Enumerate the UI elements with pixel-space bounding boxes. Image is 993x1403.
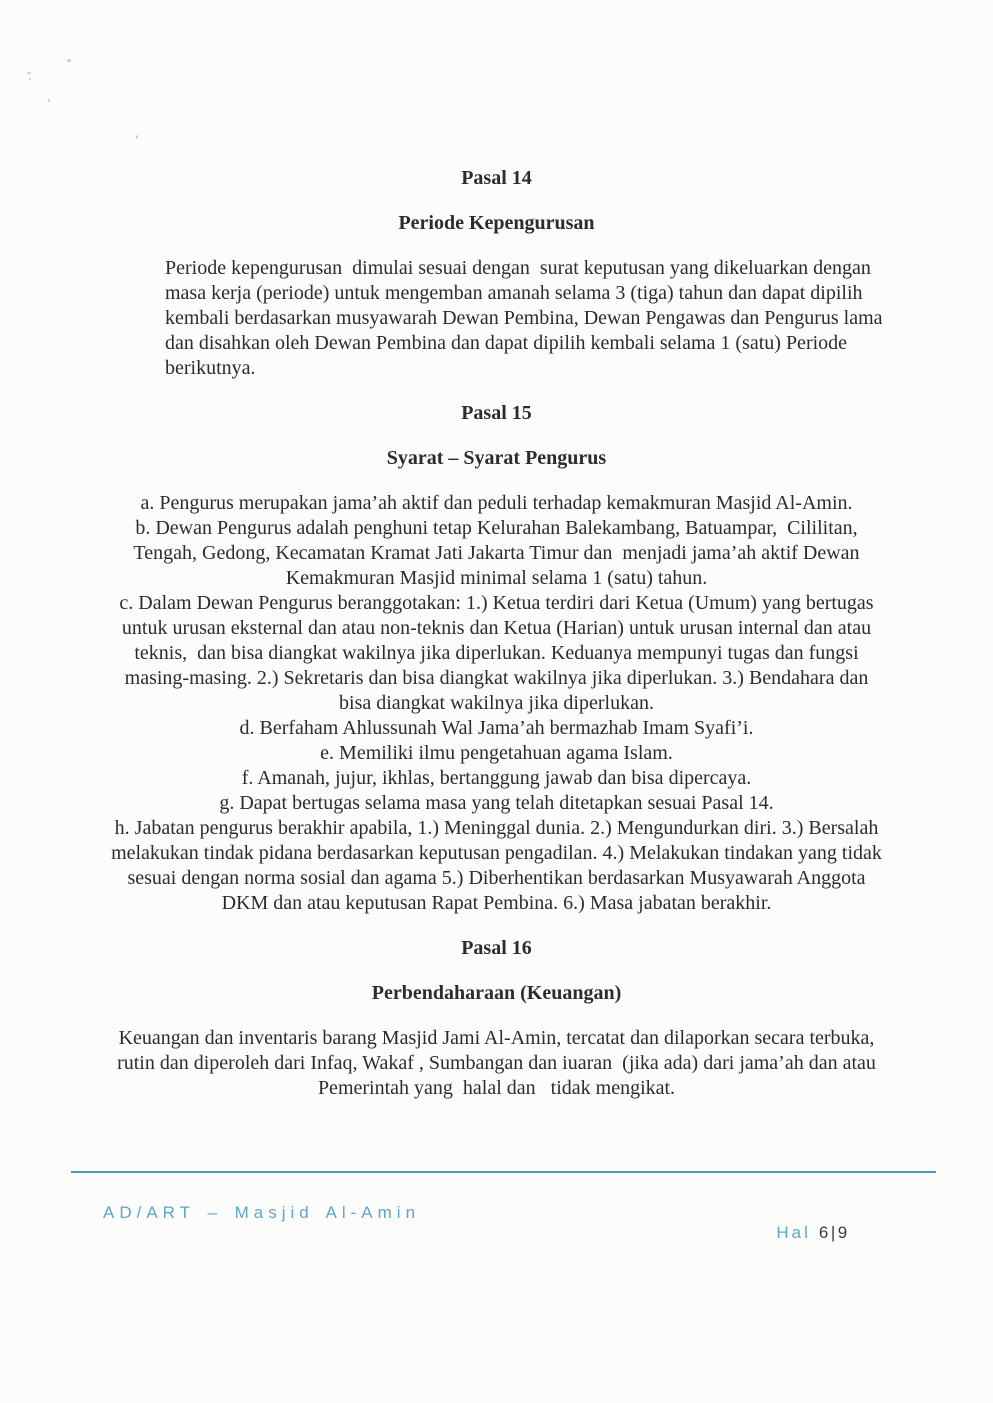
syarat-item-f	[62, 766, 932, 791]
text-line: Syarat – Syarat Pengurus	[386, 447, 607, 469]
text-line: Pemerintah yang halal dan tidak mengikat.	[317, 1077, 676, 1099]
text-line: Keuangan dan inventaris barang Masjid Jami Al-Amin, tercatat dan dilaporkan secara terbuka,	[118, 1027, 875, 1049]
syarat-pengurus-heading	[67, 446, 927, 471]
footer-divider	[71, 1171, 936, 1173]
scan-artifact	[67, 59, 71, 62]
footer-doc-title: AD/ART – Masjid Al-Amin	[103, 1203, 421, 1222]
text-line: Perbendaharaan (Keuangan)	[371, 982, 622, 1004]
text-line: d. Berfaham Ahlussunah Wal Jama’ah bermazhab Imam Syafi’i.	[239, 717, 754, 739]
scan-artifact	[48, 99, 50, 102]
text-line: rutin dan diperoleh dari Infaq, Wakaf , Sumbangan dan iuaran (jika ada) dari jama’ah dan atau	[117, 1052, 876, 1074]
text-line: masing-masing. 2.) Sekretaris dan bisa diangkat wakilnya jika diperlukan. 3.) Bendahara dan	[124, 667, 869, 689]
pasal-15-heading	[67, 401, 927, 426]
text-line: bisa diangkat wakilnya jika diperlukan.	[339, 692, 654, 714]
syarat-item-b	[62, 516, 932, 591]
text-line: kembali berdasarkan musyawarah Dewan Pembina, Dewan Pengawas dan Pengurus lama	[165, 307, 883, 329]
syarat-item-a	[62, 491, 932, 516]
text-line: Tengah, Gedong, Kecamatan Kramat Jati Jakarta Timur dan menjadi jama’ah aktif Dewan	[133, 542, 860, 564]
syarat-item-d	[62, 716, 932, 741]
text-line: b. Dewan Pengurus adalah penghuni tetap Kelurahan Balekambang, Batuampar, Cililitan,	[135, 517, 858, 539]
text-line: teknis, dan bisa diangkat wakilnya jika diperlukan. Keduanya mempunyi tugas dan fungsi	[134, 642, 859, 664]
scan-artifact	[27, 72, 31, 74]
text-line: f. Amanah, jujur, ikhlas, bertanggung jawab dan bisa dipercaya.	[241, 767, 752, 789]
periode-kepengurusan-heading	[67, 211, 927, 236]
text-line: Kemakmuran Masjid minimal selama 1 (satu) tahun.	[285, 567, 708, 589]
text-line: Pasal 14	[461, 167, 532, 189]
scan-artifact	[136, 135, 138, 139]
footer-page-label: Hal	[776, 1223, 811, 1242]
pasal-16-heading	[67, 936, 927, 961]
pasal-14-heading	[67, 166, 927, 191]
text-line: Pasal 15	[461, 402, 532, 424]
text-line: dan disahkan oleh Dewan Pembina dan dapat dipilih kembali selama 1 (satu) Periode	[165, 332, 848, 354]
syarat-item-g	[62, 791, 932, 816]
text-line: sesuai dengan norma sosial dan agama 5.) Diberhentikan berdasarkan Musyawarah Anggota	[127, 867, 866, 889]
text-line: e. Memiliki ilmu pengetahuan agama Islam.	[320, 742, 673, 764]
syarat-item-h	[62, 816, 932, 916]
footer-page-indicator	[748, 1203, 850, 1263]
footer-page-number: 6|9	[818, 1223, 850, 1242]
text-line: berikutnya.	[165, 357, 256, 379]
text-line: masa kerja (periode) untuk mengemban amanah selama 3 (tiga) tahun dan dapat dipilih	[165, 282, 863, 304]
scan-artifact	[29, 78, 31, 80]
text-line: Pasal 16	[461, 937, 532, 959]
pasal-16-body	[62, 1026, 932, 1101]
pasal-14-body	[165, 256, 887, 381]
text-line: Periode Kepengurusan	[398, 212, 595, 234]
text-line: DKM dan atau keputusan Rapat Pembina. 6.) Masa jabatan berakhir.	[221, 892, 772, 914]
syarat-item-c	[62, 591, 932, 716]
text-line: Periode kepengurusan dimulai sesuai dengan surat keputusan yang dikeluarkan dengan	[165, 257, 871, 279]
text-line: untuk urusan eksternal dan atau non-teknis dan Ketua (Harian) untuk urusan internal dan atau	[121, 617, 872, 639]
text-line: a. Pengurus merupakan jama’ah aktif dan peduli terhadap kemakmuran Masjid Al-Amin.	[140, 492, 853, 514]
text-line: g. Dapat bertugas selama masa yang telah ditetapkan sesuai Pasal 14.	[219, 792, 774, 814]
text-line: c. Dalam Dewan Pengurus beranggotakan: 1.) Ketua terdiri dari Ketua (Umum) yang bertugas	[119, 592, 874, 614]
text-line: melakukan tindak pidana berdasarkan keputusan pengadilan. 4.) Melakukan tindakan yang tidak	[111, 842, 882, 864]
perbendaharaan-heading	[67, 981, 927, 1006]
text-line: h. Jabatan pengurus berakhir apabila, 1.) Meninggal dunia. 2.) Mengundurkan diri. 3.) Bersalah	[114, 817, 879, 839]
syarat-item-e	[62, 741, 932, 766]
